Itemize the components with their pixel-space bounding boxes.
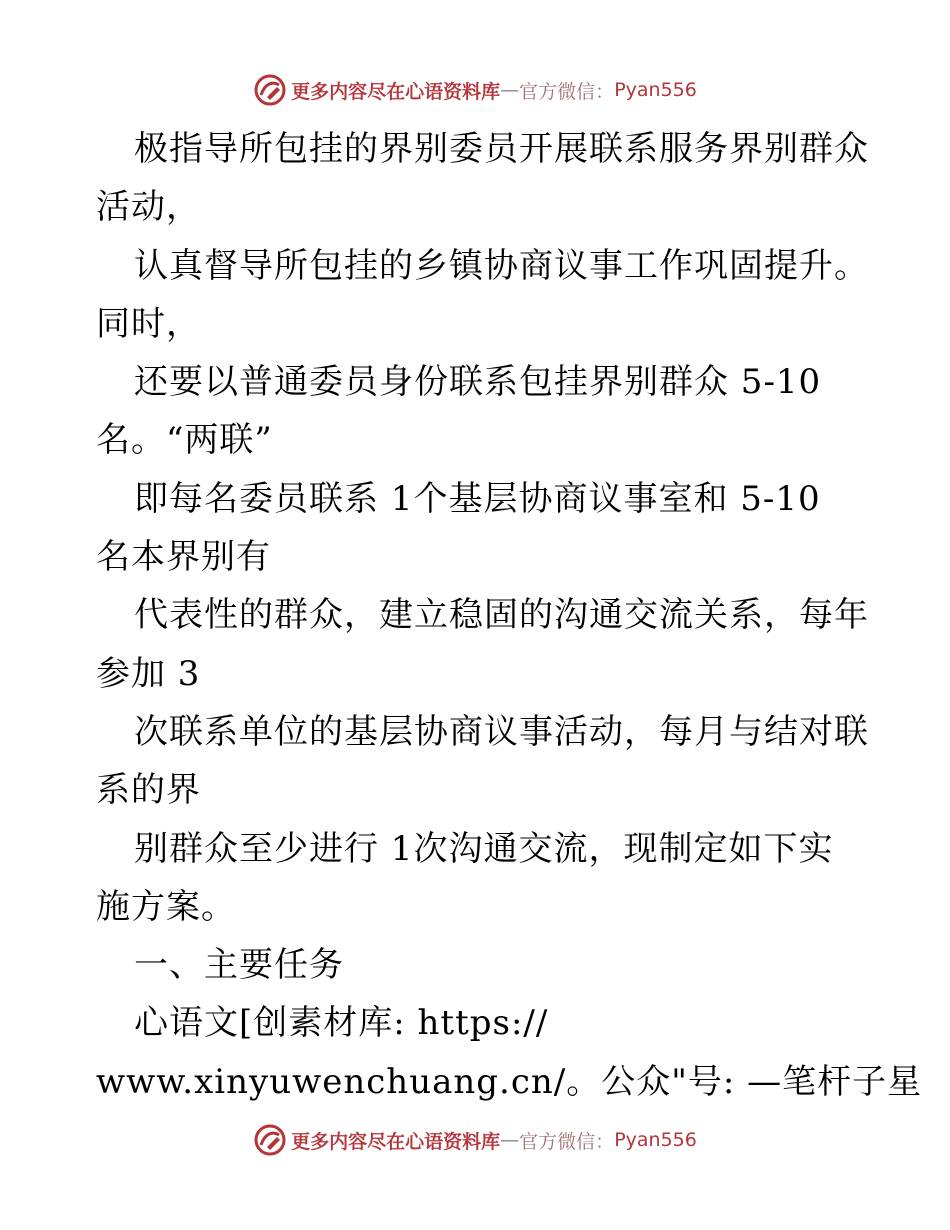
body-line: 还要以普通委员身份联系包挂界别群众 5-10	[134, 362, 822, 403]
handwriting-logo-icon	[253, 73, 287, 107]
handwriting-logo-icon	[253, 1123, 287, 1157]
watermark-tail-text: 官方微信：	[519, 80, 615, 103]
body-line: 次联系单位的基层协商议事活动，每月与结对联	[134, 711, 869, 752]
body-line: 参加 3	[96, 653, 201, 694]
body-line: 即每名委员联系 1个基层协商议事室和 5-10	[134, 478, 821, 519]
body-line: 别群众至少进行 1次沟通交流，现制定如下实	[134, 828, 834, 869]
body-line: 极指导所包挂的界别委员开展联系服务界别群众	[134, 129, 869, 169]
body-line: 代表性的群众，建立稳固的沟通交流关系，每年	[134, 595, 869, 636]
document-body	[96, 120, 923, 1111]
watermark-tail-text: 官方微信：	[519, 1130, 615, 1153]
watermark-brand-text: 更多内容尽在心语资料库	[291, 80, 501, 103]
section-heading: 一、主要任务	[134, 945, 344, 986]
body-line: 活动，	[96, 187, 201, 228]
watermark-id-text: Pyan556	[614, 1129, 697, 1151]
body-line: 名。“两联”	[96, 420, 273, 461]
body-line: 名本界别有	[96, 537, 271, 578]
body-line: 同时，	[96, 303, 201, 344]
body-line: 系的界	[96, 770, 201, 811]
watermark-separator: —	[500, 79, 520, 101]
body-line: 心语文[创素材库: https://	[134, 1003, 549, 1044]
watermark-separator: —	[500, 1129, 520, 1151]
body-line: www.xinyuwenchuang.cn/。公众"号: —笔杆子星	[96, 1061, 923, 1102]
footer-watermark	[0, 1120, 950, 1160]
watermark-id-text: Pyan556	[614, 79, 697, 101]
header-watermark	[0, 70, 950, 110]
body-line: 认真督导所包挂的乡镇协商议事工作巩固提升。	[134, 245, 869, 286]
watermark-brand-text: 更多内容尽在心语资料库	[291, 1130, 501, 1153]
body-line: 施方案。	[96, 886, 236, 927]
